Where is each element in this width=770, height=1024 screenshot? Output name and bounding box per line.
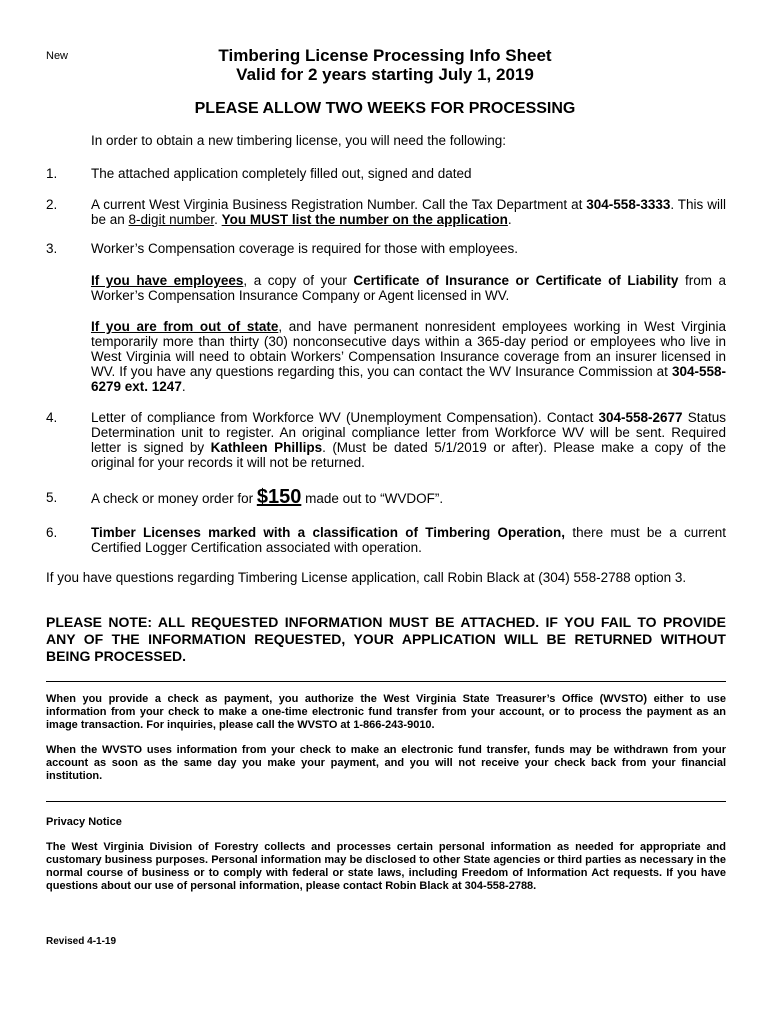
item-text: Worker’s Compensation coverage is required for those with employees. — [91, 241, 518, 256]
item-text: A current West Virginia Business Registration Number. Call the Tax Department at 304-558-3333. This will be an 8-digit number. You MUST list the number on the application. — [91, 197, 727, 227]
requirement-item-3 — [46, 241, 726, 256]
requirement-item-4 — [46, 410, 726, 470]
item-number: 3. — [46, 241, 58, 256]
item-number: 2. — [46, 197, 58, 212]
divider — [46, 681, 726, 682]
out-of-state-paragraph: If you are from out of state, and have permanent nonresident employees working in West Virginia temporarily more than thirty (30) nonconsecutive days within a 365-day period or employees who live in West Virginia will need to obtain Workers’ Compensation Insurance coverage from an insurer licensed in WV. If you have any questions regarding this, you can contact the WV Insurance Commission at 304-558-6279 ext. 1247. — [91, 319, 726, 394]
revised-date: Revised 4-1-19 — [46, 936, 117, 947]
item-number: 1. — [46, 166, 58, 181]
processing-notice: PLEASE ALLOW TWO WEEKS FOR PROCESSING — [194, 100, 576, 117]
employees-paragraph: If you have employees, a copy of your Certificate of Insurance or Certificate of Liability from a Worker’s Compensation Insurance Company or Agent licensed in WV. — [91, 273, 726, 303]
item-number: 5. — [46, 490, 58, 505]
please-note: PLEASE NOTE: ALL REQUESTED INFORMATION MUST BE ATTACHED. IF YOU FAIL TO PROVIDE ANY OF THE INFORMATION REQUESTED, YOUR APPLICATION WILL BE RETURNED WITHOUT BEING PROCESSED. — [46, 614, 726, 664]
fee-amount: $150 — [256, 486, 302, 508]
workforce-phone: 304-558-2677 — [598, 410, 683, 425]
insurance-phone: 304-558-6279 ext. 1247 — [91, 364, 726, 394]
item-text: Timber Licenses marked with a classification of Timbering Operation, there must be a current Certified Logger Certification associated with operation. — [91, 525, 726, 555]
item-number: 6. — [46, 525, 58, 540]
item-text: The attached application completely filled out, signed and dated — [91, 166, 472, 181]
item-text: A check or money order for $150 made out to “WVDOF”. — [91, 486, 444, 508]
divider — [46, 801, 726, 802]
item-number: 4. — [46, 410, 58, 425]
intro-text: In order to obtain a new timbering license, you will need the following: — [91, 133, 506, 148]
page-subtitle: Valid for 2 years starting July 1, 2019 — [236, 65, 534, 84]
requirement-item-6 — [46, 525, 726, 555]
signer-name: Kathleen Phillips — [210, 440, 323, 455]
privacy-text: The West Virginia Division of Forestry collects and processes certain personal information as needed for appropriate and customary business purposes. Personal information may be disclosed to other State agencies or third parties as necessary in the normal course of business or to comply with federal or state laws, including Freedom of Information Act requests. If you have questions about our use of personal information, please contact Robin Black at 304-558-2788. — [46, 841, 726, 892]
fund-transfer-paragraph: When the WVSTO uses information from your check to make an electronic fund transfer, funds may be withdrawn from your account as soon as the same day you make your payment, and you will not receive your check back from your financial institution. — [46, 744, 726, 782]
requirement-item-5 — [46, 486, 726, 508]
item-text: Letter of compliance from Workforce WV (Unemployment Compensation). Contact 304-558-2677 Status Determination unit to register. An original compliance letter from Workforce WV will be sent. Required letter is signed by Kathleen Phillips. (Must be dated 5/1/2019 or after). Please make a copy of the original for your records it will not be returned. — [91, 410, 726, 470]
new-label: New — [46, 50, 69, 62]
check-payment-paragraph: When you provide a check as payment, you authorize the West Virginia State Treasurer’s Office (WVSTO) either to use information from your check to make a one-time electronic fund transfer from your account, or to process the payment as an image transaction. For inquiries, please call the WVSTO at 1-866-243-9010. — [46, 693, 726, 731]
questions-paragraph: If you have questions regarding Timbering License application, call Robin Black at (304) 558-2788 option 3. — [46, 570, 687, 585]
requirement-item-1 — [46, 166, 726, 181]
privacy-title: Privacy Notice — [46, 816, 122, 828]
must-list-note: You MUST list the number on the application — [221, 212, 508, 227]
requirement-item-2 — [46, 197, 726, 227]
page-title: Timbering License Processing Info Sheet — [218, 46, 552, 65]
tax-phone: 304-558-3333 — [586, 197, 671, 212]
